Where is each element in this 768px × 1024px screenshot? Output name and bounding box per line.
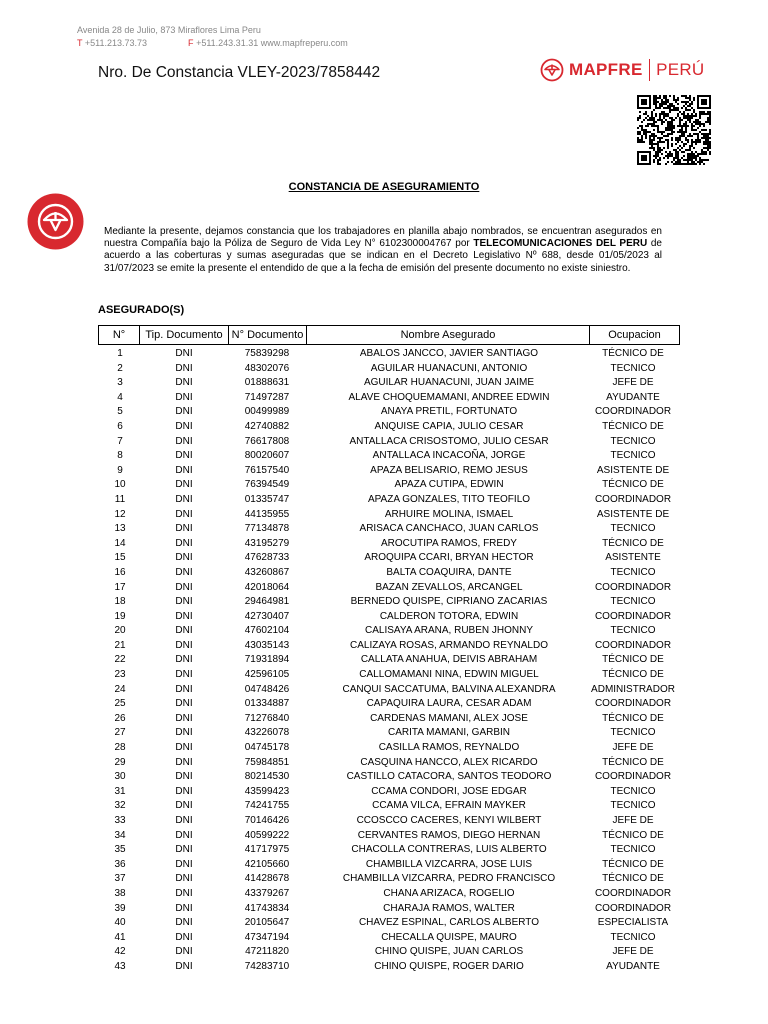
row-name: CCAMA VILCA, EFRAIN MAYKER bbox=[372, 800, 526, 812]
row-doc-type: DNI bbox=[175, 435, 193, 447]
table-row bbox=[98, 697, 688, 712]
row-occupation: TÉCNICO DE bbox=[602, 420, 664, 432]
row-doc-type: DNI bbox=[175, 756, 193, 768]
row-doc-type: DNI bbox=[175, 917, 193, 929]
row-doc-number: 04748426 bbox=[244, 683, 290, 695]
row-doc-type: DNI bbox=[175, 829, 193, 841]
row-doc-number: 43195279 bbox=[244, 537, 290, 549]
row-number: 39 bbox=[114, 902, 126, 914]
table-row bbox=[98, 537, 688, 552]
row-number: 3 bbox=[117, 377, 123, 389]
brand-country: PERÚ bbox=[656, 60, 705, 79]
row-number: 21 bbox=[114, 639, 126, 651]
row-name: CHAMBILLA VIZCARRA, JOSE LUIS bbox=[365, 858, 533, 870]
row-number: 13 bbox=[114, 523, 126, 535]
row-doc-number: 70146426 bbox=[244, 815, 290, 826]
row-doc-number: 74241755 bbox=[244, 800, 290, 812]
row-doc-type: DNI bbox=[175, 377, 193, 389]
row-occupation: TÉCNICO DE bbox=[602, 348, 664, 359]
row-occupation: JEFE DE bbox=[612, 815, 654, 826]
row-occupation: TECNICO bbox=[610, 785, 656, 797]
row-number: 23 bbox=[114, 669, 126, 681]
table-row bbox=[98, 405, 688, 420]
row-number: 12 bbox=[114, 508, 126, 520]
row-number: 31 bbox=[114, 785, 126, 797]
row-doc-type: DNI bbox=[175, 727, 193, 739]
row-doc-type: DNI bbox=[175, 391, 193, 403]
row-name: APAZA BELISARIO, REMO JESUS bbox=[370, 464, 528, 476]
row-occupation: COORDINADOR bbox=[594, 639, 672, 651]
row-name: AGUILAR HUANACUNI, ANTONIO bbox=[370, 362, 528, 374]
header-name: Nombre Asegurado bbox=[306, 325, 590, 345]
constancia-number: Nro. De Constancia VLEY-2023/7858442 bbox=[98, 64, 381, 81]
row-doc-type: DNI bbox=[175, 683, 193, 695]
row-doc-number: 71497287 bbox=[244, 391, 290, 403]
row-name: CHACOLLA CONTRERAS, LUIS ALBERTO bbox=[351, 844, 547, 856]
row-doc-number: 80214530 bbox=[244, 771, 290, 783]
row-occupation: TÉCNICO DE bbox=[602, 669, 664, 681]
row-occupation: ADMINISTRADOR bbox=[591, 683, 675, 695]
row-doc-number: 43035143 bbox=[244, 639, 290, 651]
mapfre-logo bbox=[540, 58, 705, 82]
table-row bbox=[98, 843, 688, 858]
row-doc-number: 75984851 bbox=[244, 756, 290, 768]
row-number: 36 bbox=[114, 858, 126, 870]
table-row bbox=[98, 872, 688, 887]
row-number: 30 bbox=[114, 771, 126, 783]
row-occupation: TÉCNICO DE bbox=[602, 537, 664, 549]
row-doc-type: DNI bbox=[175, 858, 193, 870]
phone-number: +511.213.73.73 bbox=[84, 38, 148, 48]
table-row bbox=[98, 916, 688, 931]
row-occupation: COORDINADOR bbox=[594, 406, 672, 418]
row-number: 15 bbox=[114, 552, 126, 564]
row-doc-number: 04745178 bbox=[244, 742, 290, 754]
table-row bbox=[98, 478, 688, 493]
row-number: 9 bbox=[117, 464, 123, 476]
table-row bbox=[98, 551, 688, 566]
row-doc-type: DNI bbox=[175, 873, 193, 885]
row-name: ARISACA CANCHACO, JUAN CARLOS bbox=[359, 523, 539, 535]
table-row bbox=[98, 814, 688, 829]
table-row bbox=[98, 683, 688, 698]
row-occupation: TECNICO bbox=[610, 844, 656, 856]
row-number: 20 bbox=[114, 625, 126, 637]
row-doc-number: 01335747 bbox=[244, 493, 290, 505]
table-row bbox=[98, 581, 688, 596]
row-doc-type: DNI bbox=[175, 362, 193, 374]
table-row bbox=[98, 522, 688, 537]
row-doc-type: DNI bbox=[175, 887, 193, 899]
row-name: CASQUINA HANCCO, ALEX RICARDO bbox=[360, 756, 538, 768]
row-number: 26 bbox=[114, 712, 126, 724]
row-name: CERVANTES RAMOS, DIEGO HERNAN bbox=[357, 829, 541, 841]
row-number: 41 bbox=[114, 931, 126, 943]
table-row bbox=[98, 945, 688, 960]
intro-paragraph bbox=[104, 226, 662, 275]
row-doc-type: DNI bbox=[175, 800, 193, 812]
row-doc-type: DNI bbox=[175, 815, 193, 826]
row-number: 33 bbox=[114, 815, 126, 826]
table-row bbox=[98, 566, 688, 581]
row-occupation: TECNICO bbox=[610, 523, 656, 535]
row-name: CALLATA ANAHUA, DEIVIS ABRAHAM bbox=[360, 654, 538, 666]
row-number: 16 bbox=[114, 566, 126, 578]
row-occupation: JEFE DE bbox=[612, 742, 654, 754]
row-occupation: TÉCNICO DE bbox=[602, 654, 664, 666]
row-occupation: TECNICO bbox=[610, 450, 656, 462]
table-row bbox=[98, 756, 688, 771]
row-name: CHANA ARIZACA, ROGELIO bbox=[383, 887, 515, 899]
table-row bbox=[98, 624, 688, 639]
document-title: CONSTANCIA DE ASEGURAMIENTO bbox=[288, 181, 480, 193]
intro-text-2: de acuerdo a las coberturas y sumas aseguradas que se indican en el Decreto Legislativo Nº 688, desde 01/05/2023 al 31/07/2023 se emite la presente el entendido de que a la fecha de emisión del presente documento no existe siniestro. bbox=[104, 238, 662, 274]
row-occupation: COORDINADOR bbox=[594, 610, 672, 622]
row-number: 22 bbox=[114, 654, 126, 666]
row-number: 4 bbox=[117, 391, 123, 403]
row-number: 37 bbox=[114, 873, 126, 885]
row-occupation: COORDINADOR bbox=[594, 493, 672, 505]
row-doc-number: 42105660 bbox=[244, 858, 290, 870]
row-name: ABALOS JANCCO, JAVIER SANTIAGO bbox=[359, 348, 539, 359]
phone-letter: T bbox=[77, 38, 83, 48]
table-row bbox=[98, 785, 688, 800]
row-doc-number: 41717975 bbox=[244, 844, 290, 856]
row-occupation: TECNICO bbox=[610, 362, 656, 374]
row-doc-number: 40599222 bbox=[244, 829, 290, 841]
row-number: 27 bbox=[114, 727, 126, 739]
table-row bbox=[98, 668, 688, 683]
row-occupation: AYUDANTE bbox=[606, 391, 660, 403]
row-doc-number: 42018064 bbox=[244, 581, 290, 593]
row-doc-number: 43599423 bbox=[244, 785, 290, 797]
row-number: 6 bbox=[117, 420, 123, 432]
table-row bbox=[98, 464, 688, 479]
row-number: 2 bbox=[117, 362, 123, 374]
row-doc-number: 75839298 bbox=[244, 348, 290, 359]
row-name: CALISAYA ARANA, RUBEN JHONNY bbox=[364, 625, 533, 637]
row-doc-type: DNI bbox=[175, 581, 193, 593]
contact-line bbox=[77, 37, 348, 50]
row-occupation: TECNICO bbox=[610, 566, 656, 578]
row-name: AGUILAR HUANACUNI, JUAN JAIME bbox=[363, 377, 535, 389]
row-doc-type: DNI bbox=[175, 931, 193, 943]
table-row bbox=[98, 726, 688, 741]
mapfre-seal-icon bbox=[27, 193, 84, 250]
row-name: ANAYA PRETIL, FORTUNATO bbox=[380, 406, 518, 418]
section-label: ASEGURADO(S) bbox=[98, 304, 185, 316]
row-name: ARHUIRE MOLINA, ISMAEL bbox=[384, 508, 514, 520]
row-name: CALLOMAMANI NINA, EDWIN MIGUEL bbox=[359, 669, 539, 681]
table-row bbox=[98, 799, 688, 814]
row-doc-number: 76157540 bbox=[244, 464, 290, 476]
row-doc-type: DNI bbox=[175, 654, 193, 666]
row-name: CAPAQUIRA LAURA, CESAR ADAM bbox=[366, 698, 532, 710]
table-row bbox=[98, 829, 688, 844]
qr-code bbox=[637, 95, 711, 165]
row-name: CHAVEZ ESPINAL, CARLOS ALBERTO bbox=[358, 917, 540, 929]
row-number: 28 bbox=[114, 742, 126, 754]
row-number: 7 bbox=[117, 435, 123, 447]
row-number: 8 bbox=[117, 450, 123, 462]
table-row bbox=[98, 712, 688, 727]
table-row bbox=[98, 376, 688, 391]
row-doc-type: DNI bbox=[175, 960, 193, 972]
table-row bbox=[98, 362, 688, 377]
row-doc-number: 00499989 bbox=[244, 406, 290, 418]
row-doc-number: 48302076 bbox=[244, 362, 290, 374]
row-occupation: TECNICO bbox=[610, 931, 656, 943]
header-occupation: Ocupacion bbox=[589, 325, 680, 345]
row-doc-number: 47602104 bbox=[244, 625, 290, 637]
table-row bbox=[98, 435, 688, 450]
table-row bbox=[98, 347, 688, 362]
row-doc-number: 77134878 bbox=[244, 523, 290, 535]
row-occupation: COORDINADOR bbox=[594, 902, 672, 914]
row-occupation: ASISTENTE bbox=[605, 552, 661, 564]
row-occupation: ESPECIALISTA bbox=[597, 917, 669, 929]
row-doc-type: DNI bbox=[175, 508, 193, 520]
row-doc-type: DNI bbox=[175, 771, 193, 783]
row-occupation: TÉCNICO DE bbox=[602, 479, 664, 491]
row-doc-type: DNI bbox=[175, 639, 193, 651]
row-name: CARITA MAMANI, GARBIN bbox=[387, 727, 511, 739]
brand-name: MAPFRE bbox=[569, 60, 643, 79]
row-number: 35 bbox=[114, 844, 126, 856]
row-doc-type: DNI bbox=[175, 493, 193, 505]
row-doc-type: DNI bbox=[175, 406, 193, 418]
row-occupation: COORDINADOR bbox=[594, 771, 672, 783]
row-doc-type: DNI bbox=[175, 669, 193, 681]
company-address-block bbox=[77, 24, 348, 50]
row-number: 19 bbox=[114, 610, 126, 622]
row-doc-type: DNI bbox=[175, 625, 193, 637]
row-occupation: JEFE DE bbox=[612, 377, 654, 389]
row-occupation: TECNICO bbox=[610, 596, 656, 608]
row-doc-type: DNI bbox=[175, 552, 193, 564]
row-name: CHARAJA RAMOS, WALTER bbox=[383, 902, 515, 914]
table-row bbox=[98, 770, 688, 785]
row-name: CHINO QUISPE, ROGER DARIO bbox=[374, 960, 524, 972]
intro-text-1: Mediante la presente, dejamos constancia que los trabajadores en planilla abajo nombrados, se encuentran asegurados en nuestra Compañía bajo la Póliza de Seguro de Vida Ley N° 6102300004767 por bbox=[104, 226, 662, 250]
row-number: 38 bbox=[114, 887, 126, 899]
row-occupation: TECNICO bbox=[610, 435, 656, 447]
row-name: BALTA COAQUIRA, DANTE bbox=[386, 566, 512, 578]
row-doc-number: 29464981 bbox=[244, 596, 290, 608]
table-row bbox=[98, 741, 688, 756]
row-occupation: COORDINADOR bbox=[594, 887, 672, 899]
row-name: ALAVE CHOQUEMAMANI, ANDREE EDWIN bbox=[348, 391, 550, 403]
row-name: CARDENAS MAMANI, ALEX JOSE bbox=[370, 712, 528, 724]
table-row bbox=[98, 653, 688, 668]
row-doc-type: DNI bbox=[175, 523, 193, 535]
row-name: CHINO QUISPE, JUAN CARLOS bbox=[374, 946, 524, 958]
row-doc-type: DNI bbox=[175, 420, 193, 432]
row-doc-type: DNI bbox=[175, 712, 193, 724]
table-row bbox=[98, 639, 688, 654]
row-name: CCAMA CONDORI, JOSE EDGAR bbox=[371, 785, 527, 797]
row-occupation: AYUDANTE bbox=[606, 960, 660, 972]
table-row bbox=[98, 420, 688, 435]
row-doc-type: DNI bbox=[175, 742, 193, 754]
row-doc-type: DNI bbox=[175, 464, 193, 476]
row-name: ANTALLACA INCACOÑA, JORGE bbox=[372, 450, 526, 462]
row-occupation: ASISTENTE DE bbox=[596, 508, 670, 520]
row-number: 42 bbox=[114, 946, 126, 958]
row-number: 14 bbox=[114, 537, 126, 549]
row-occupation: TÉCNICO DE bbox=[602, 858, 664, 870]
row-number: 29 bbox=[114, 756, 126, 768]
header-doc-type: Tip. Documento bbox=[139, 325, 229, 345]
row-name: CANQUI SACCATUMA, BALVINA ALEXANDRA bbox=[342, 683, 556, 695]
table-row bbox=[98, 931, 688, 946]
row-doc-type: DNI bbox=[175, 479, 193, 491]
row-doc-number: 76394549 bbox=[244, 479, 290, 491]
fax-and-web: +511.243.31.31 www.mapfreperu.com bbox=[196, 38, 348, 48]
insured-table-body bbox=[98, 347, 688, 975]
table-row bbox=[98, 902, 688, 917]
fax-letter: F bbox=[188, 38, 194, 48]
table-row bbox=[98, 508, 688, 523]
row-doc-number: 71931894 bbox=[244, 654, 290, 666]
row-name: ANTALLACA CRISOSTOMO, JULIO CESAR bbox=[349, 435, 549, 447]
row-name: BERNEDO QUISPE, CIPRIANO ZACARIAS bbox=[350, 596, 548, 608]
row-name: CALDERON TOTORA, EDWIN bbox=[379, 610, 519, 622]
row-name: CALIZAYA ROSAS, ARMANDO REYNALDO bbox=[349, 639, 548, 651]
row-doc-type: DNI bbox=[175, 698, 193, 710]
table-row bbox=[98, 858, 688, 873]
row-name: APAZA CUTIPA, EDWIN bbox=[394, 479, 504, 491]
row-name: CHAMBILLA VIZCARRA, PEDRO FRANCISCO bbox=[342, 873, 556, 885]
row-occupation: JEFE DE bbox=[612, 946, 654, 958]
row-doc-number: 01334887 bbox=[244, 698, 290, 710]
table-row bbox=[98, 449, 688, 464]
row-number: 10 bbox=[114, 479, 126, 491]
row-number: 5 bbox=[117, 406, 123, 418]
table-row bbox=[98, 391, 688, 406]
row-number: 43 bbox=[114, 960, 126, 972]
row-number: 32 bbox=[114, 800, 126, 812]
row-doc-number: 44135955 bbox=[244, 508, 290, 520]
row-number: 11 bbox=[114, 493, 126, 505]
row-doc-number: 01888631 bbox=[244, 377, 290, 389]
row-name: CASILLA RAMOS, REYNALDO bbox=[378, 742, 520, 754]
row-doc-type: DNI bbox=[175, 610, 193, 622]
row-doc-number: 43226078 bbox=[244, 727, 290, 739]
row-doc-type: DNI bbox=[175, 844, 193, 856]
row-name: CHECALLA QUISPE, MAURO bbox=[381, 931, 517, 943]
row-doc-type: DNI bbox=[175, 537, 193, 549]
row-doc-number: 42730407 bbox=[244, 610, 290, 622]
row-doc-number: 42596105 bbox=[244, 669, 290, 681]
row-doc-type: DNI bbox=[175, 946, 193, 958]
row-doc-type: DNI bbox=[175, 596, 193, 608]
row-occupation: TÉCNICO DE bbox=[602, 756, 664, 768]
row-doc-type: DNI bbox=[175, 566, 193, 578]
row-doc-number: 47628733 bbox=[244, 552, 290, 564]
table-row bbox=[98, 887, 688, 902]
row-doc-number: 74283710 bbox=[244, 960, 290, 972]
row-occupation: COORDINADOR bbox=[594, 698, 672, 710]
row-doc-number: 41428678 bbox=[244, 873, 290, 885]
row-name: ANQUISE CAPIA, JULIO CESAR bbox=[374, 420, 524, 432]
row-number: 18 bbox=[114, 596, 126, 608]
table-row bbox=[98, 595, 688, 610]
table-row bbox=[98, 960, 688, 975]
row-doc-type: DNI bbox=[175, 785, 193, 797]
header-doc-number: N° Documento bbox=[228, 325, 307, 345]
row-doc-type: DNI bbox=[175, 348, 193, 359]
row-number: 17 bbox=[114, 581, 126, 593]
row-name: BAZAN ZEVALLOS, ARCANGEL bbox=[375, 581, 523, 593]
row-doc-type: DNI bbox=[175, 450, 193, 462]
mapfre-emblem-icon bbox=[540, 58, 564, 82]
row-name: CCOSCCO CACERES, KENYI WILBERT bbox=[356, 815, 542, 826]
row-occupation: ASISTENTE DE bbox=[596, 464, 670, 476]
row-occupation: TECNICO bbox=[610, 625, 656, 637]
row-doc-number: 43260867 bbox=[244, 566, 290, 578]
row-name: AROCUTIPA RAMOS, FREDY bbox=[381, 537, 517, 549]
row-occupation: COORDINADOR bbox=[594, 581, 672, 593]
row-doc-number: 43379267 bbox=[244, 887, 290, 899]
row-number: 34 bbox=[114, 829, 126, 841]
row-doc-number: 20105647 bbox=[244, 917, 290, 929]
row-doc-number: 47211820 bbox=[245, 946, 289, 958]
row-doc-number: 42740882 bbox=[244, 420, 290, 432]
row-occupation: TECNICO bbox=[610, 800, 656, 812]
row-number: 24 bbox=[114, 683, 126, 695]
row-occupation: TÉCNICO DE bbox=[602, 829, 664, 841]
row-doc-number: 47347194 bbox=[244, 931, 290, 943]
row-doc-number: 80020607 bbox=[244, 450, 290, 462]
row-number: 25 bbox=[114, 698, 126, 710]
row-name: APAZA GONZALES, TITO TEOFILO bbox=[367, 493, 531, 505]
address-line: Avenida 28 de Julio, 873 Miraflores Lima Peru bbox=[77, 25, 261, 35]
intro-company: TELECOMUNICACIONES DEL PERU bbox=[473, 238, 648, 250]
row-doc-number: 76617808 bbox=[244, 435, 290, 447]
table-row bbox=[98, 493, 688, 508]
row-doc-type: DNI bbox=[175, 902, 193, 914]
row-occupation: TÉCNICO DE bbox=[602, 873, 664, 885]
row-number: 40 bbox=[114, 917, 126, 929]
table-row bbox=[98, 610, 688, 625]
row-doc-number: 41743834 bbox=[244, 902, 290, 914]
row-occupation: TECNICO bbox=[610, 727, 656, 739]
row-name: CASTILLO CATACORA, SANTOS TEODORO bbox=[346, 771, 552, 783]
row-doc-number: 71276840 bbox=[244, 712, 290, 724]
row-name: AROQUIPA CCARI, BRYAN HECTOR bbox=[364, 552, 534, 564]
logo-divider bbox=[649, 59, 651, 81]
row-number: 1 bbox=[117, 348, 123, 359]
row-occupation: TÉCNICO DE bbox=[602, 712, 664, 724]
header-number: N° bbox=[98, 325, 140, 345]
